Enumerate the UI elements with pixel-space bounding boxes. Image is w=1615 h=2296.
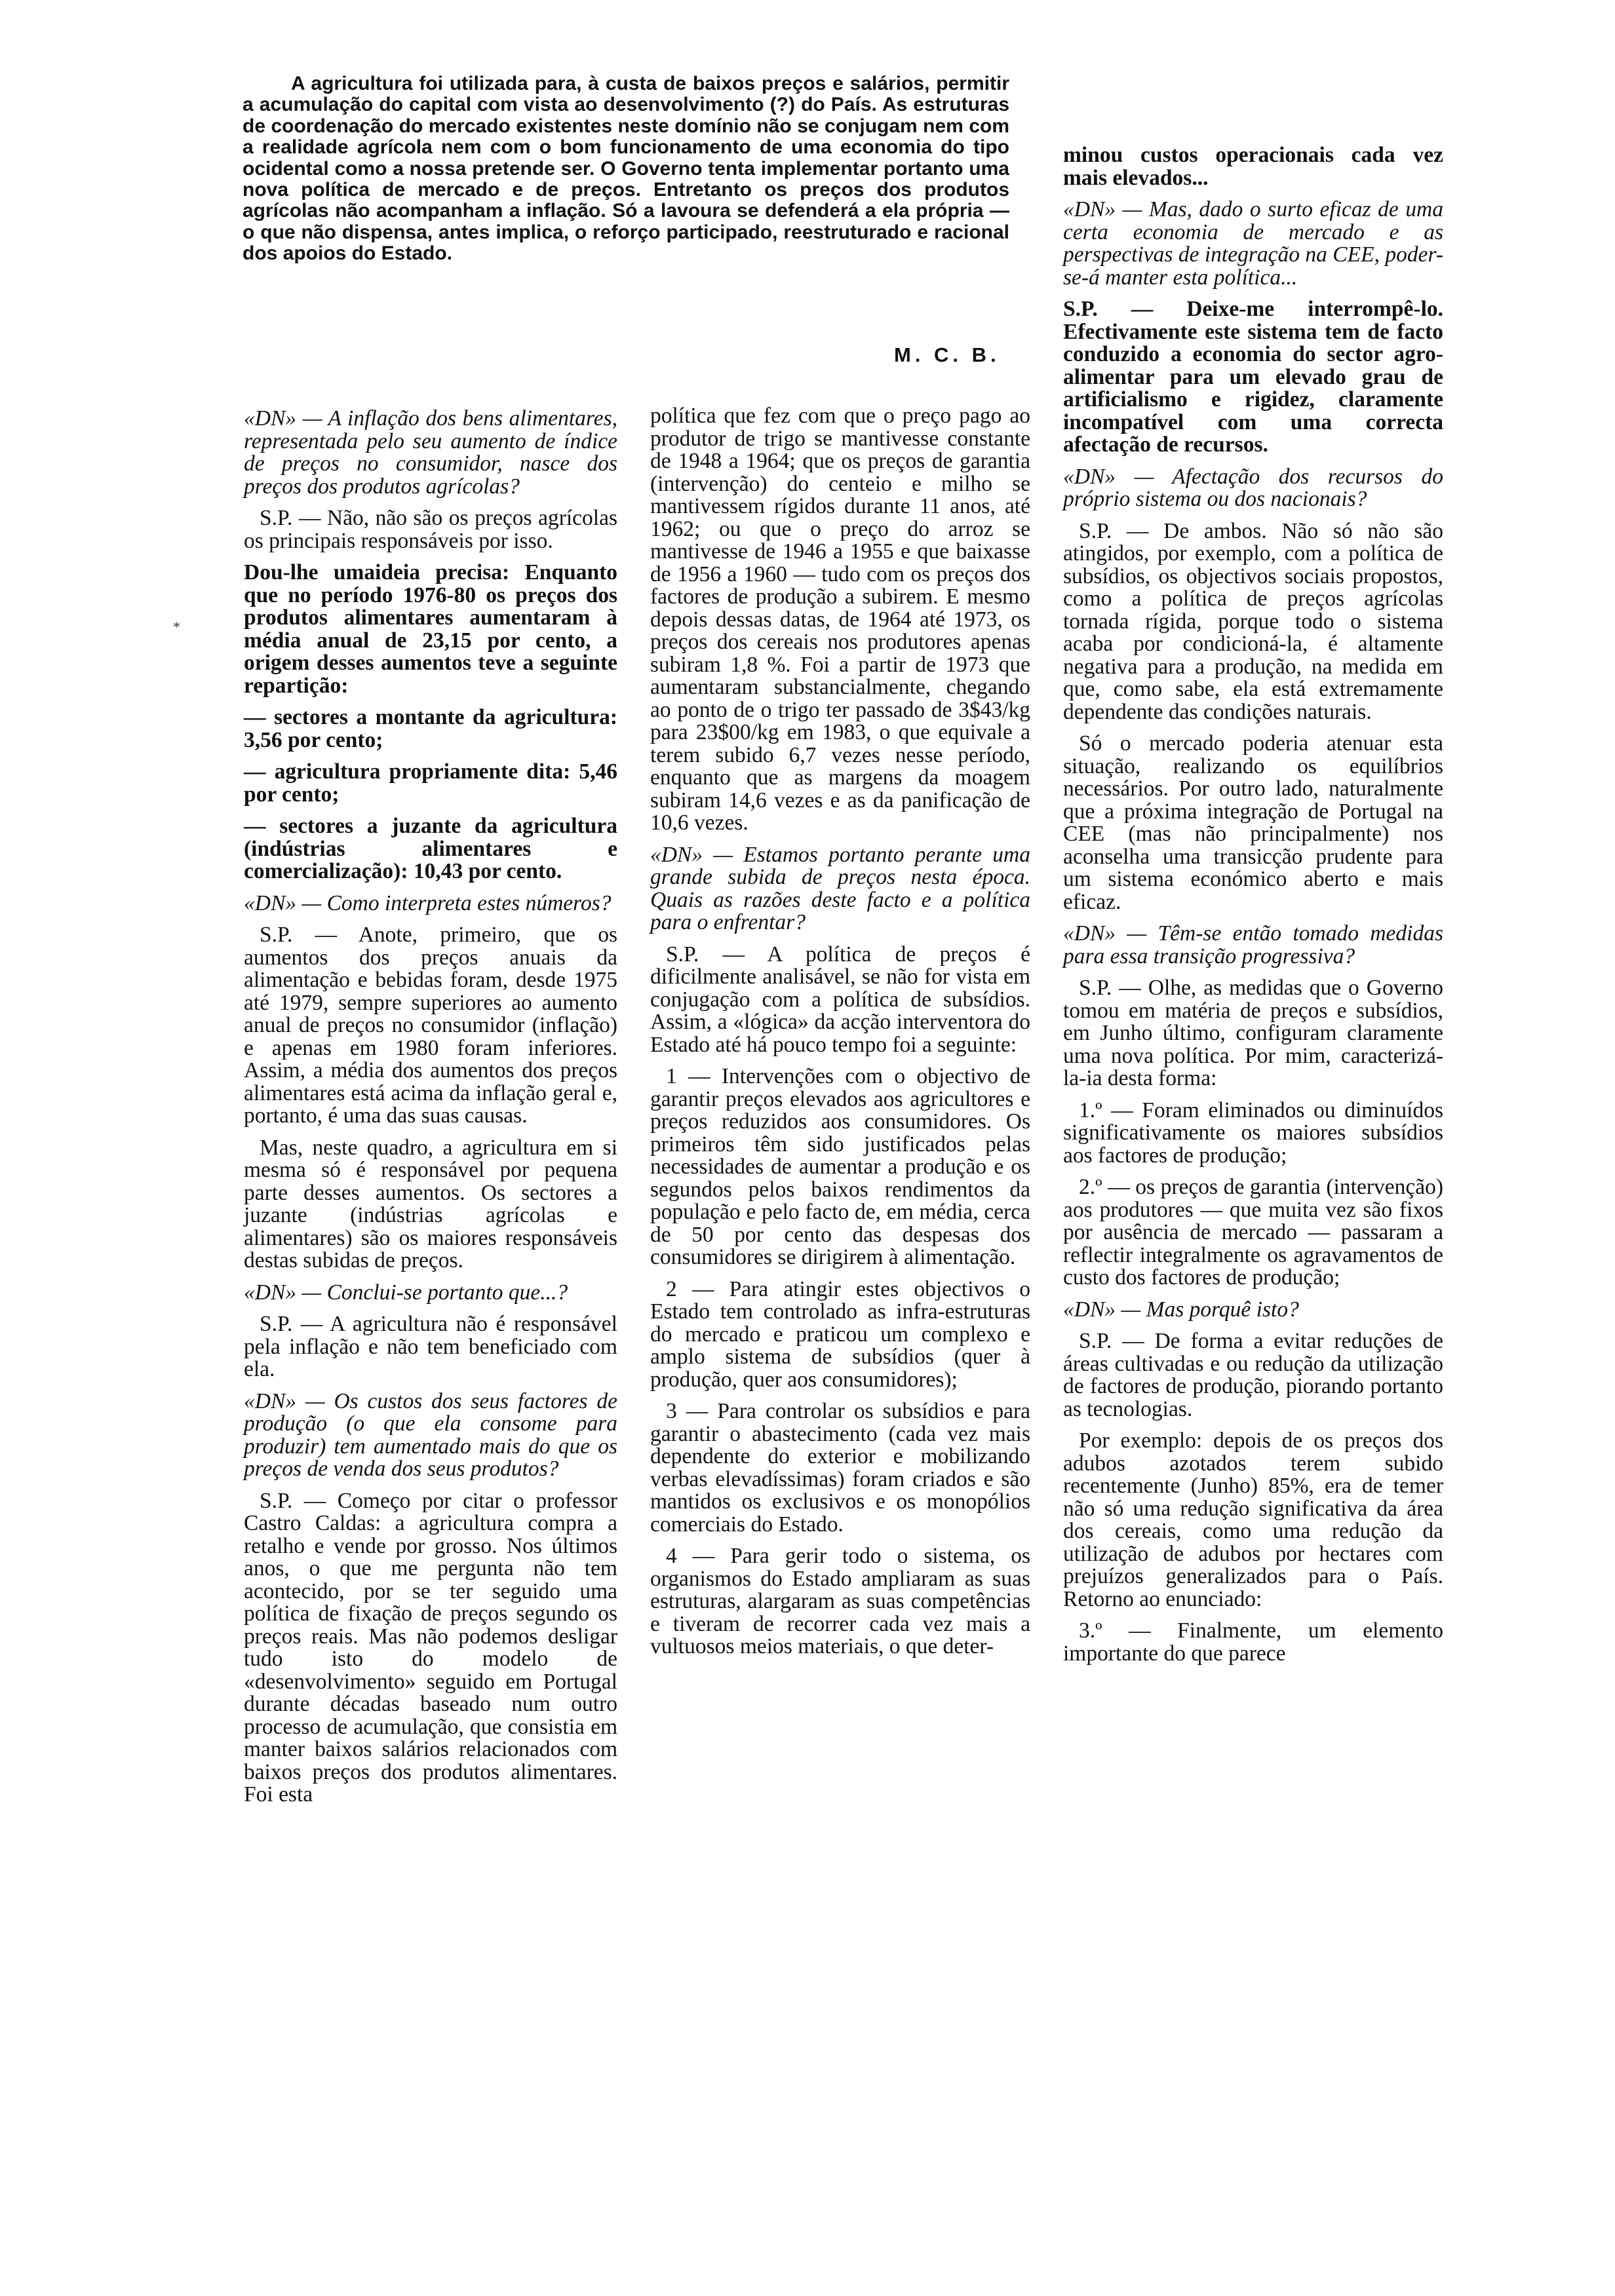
column-3: [1063, 144, 1443, 1674]
article-paragraph: S.P. — A agricultura não é responsável pela inflação e não tem beneficiado com ela.: [244, 1312, 617, 1381]
article-paragraph: S.P. — Anote, primeiro, que os aumentos dos preços anuais da alimentação e bebidas foram, desde 1975 até 1979, sempre superiores ao aumento anual de preços no consumidor (inflação) e apenas em 1980 foram inferiores. Assim, a média dos aumentos dos preços alimentares está acima da inflação geral e, portanto, é uma das suas causas.: [244, 923, 617, 1128]
article-paragraph: — sectores a juzante da agricultura (indústrias alimentares e comercialização): 10,43 por cento.: [244, 814, 617, 883]
margin-mark: *: [173, 619, 180, 635]
article-paragraph: S.P. — Deixe-me interrompê-lo. Efectivamente este sistema tem de facto conduzido a economia do sector agro-alimentar para um elevado grau de artificialismo e rigidez, claramente incompatível com uma correcta afectação de recursos.: [1063, 297, 1443, 457]
author-signature: M. C. B.: [894, 343, 1000, 366]
article-paragraph: política que fez com que o preço pago ao produtor de trigo se mantivesse constante de 1948 a 1964; que os preços de garantia (intervenção) do centeio e milho se mantivessem rígidos durante 11 anos, até 1962; ou que o preço do arroz se mantivesse de 1946 a 1955 e que baixasse de 1956 a 1960 — tudo com os preços dos factores de produção a subirem. E mesmo depois dessas datas, de 1964 até 1973, os preços dos cereais nos produtores apenas subiram 1,8 %. Foi a partir de 1973 que aumentaram substancialmente, chegando ao ponto de o trigo ter passado de 3$43/kg para 23$00/kg em 1983, o que equivale a terem subido 6,7 vezes nesse período, enquanto que as margens da moagem subiram 14,6 vezes e as da panificação de 10,6 vezes.: [650, 404, 1030, 835]
intro-paragraph: A agricultura foi utilizada para, à custa de baixos preços e salários, permitir a acumulação do capital com vista ao desenvolvimento (?) do País. As estruturas de coordenação do mercado existentes neste domínio não se conjugam nem com a realidade agrícola nem com o bom funcionamento de uma economia do tipo ocidental como a nossa pretende ser. O Governo tenta implementar portanto uma nova política de mercado e de preços. Entretanto os preços dos produtos agrícolas não acompanham a inflação. Só a lavoura se defenderá a ela própria — o que não dispensa, antes implica, o reforço participado, reestruturado e racional dos apoios do Estado.: [243, 73, 1009, 265]
interviewer-question: «DN» — A inflação dos bens alimentares, representada pelo seu aumento de índice de preços no consumidor, nasce dos preços dos produtos agrícolas?: [244, 406, 617, 499]
article-paragraph: 3.º — Finalmente, um elemento importante do que parece: [1063, 1618, 1443, 1666]
article-paragraph: S.P. — Olhe, as medidas que o Governo tomou em matéria de preços e subsídios, em Junho último, configuram claramente uma nova política. Por mim, caracterizá-la-ia desta forma:: [1063, 976, 1443, 1090]
intro-lead: [243, 73, 1009, 265]
column-2: [650, 405, 1030, 1668]
article-paragraph: 3 — Para controlar os subsídios e para garantir o abastecimento (cada vez mais dependente do exterior e mobilizando verbas elevadíssimas) foram criados e são mantidos os exclusivos e os monopólios comerciais do Estado.: [650, 1399, 1030, 1537]
interviewer-question: «DN» — Conclui-se portanto que...?: [244, 1280, 568, 1305]
interviewer-question: «DN» — Têm-se então tomado medidas para essa transição progressiva?: [1063, 921, 1443, 968]
article-paragraph: Mas, neste quadro, a agricultura em si mesma só é responsável por pequena parte desses aumentos. Os sectores a juzante (indústrias agrícolas e alimentares) são os maiores responsáveis destas subidas de preços.: [244, 1135, 617, 1272]
interviewer-question: «DN» — Estamos portanto perante uma grande subida de preços nesta época. Quais as razões deste facto e a política para o enfrentar?: [650, 842, 1030, 934]
interviewer-question: «DN» — Como interpreta estes números?: [244, 890, 612, 915]
article-paragraph: 1 — Intervenções com o objectivo de garantir preços elevados aos agricultores e preços reduzidos aos consumidores. Os primeiros têm sido justificados pelas necessidades de aumentar a produção e os segundos pelos baixos rendimentos da população e pelo facto de, em média, cerca de 50 por cento das despesas dos consumidores se dirigirem à alimentação.: [650, 1064, 1030, 1269]
article-paragraph: 2.º — os preços de garantia (intervenção) aos produtores — que muita vez são fixos por ausência de mercado — passaram a reflectir integralmente os agravamentos de custo dos factores de produção;: [1063, 1175, 1443, 1290]
article-paragraph: S.P. — A política de preços é dificilmente analisável, se não for vista em conjugação com a política de subsídios. Assim, a «lógica» da acção interventora do Estado até há pouco tempo foi a seguinte:: [650, 942, 1030, 1057]
article-paragraph: S.P. — De ambos. Não só não são atingidos, por exemplo, com a política de subsídios, os objectivos sociais propostos, como a política de preços agrícolas tornada rígida, porque todo o sistema acaba por condicioná-la, é altamente negativa para a produção, na medida em que, como sabe, ela está extremamente dependente das condições naturais.: [1063, 518, 1443, 724]
interviewer-question: «DN» — Afectação dos recursos do próprio sistema ou dos nacionais?: [1063, 464, 1443, 511]
article-paragraph: — sectores a montante da agricultura: 3,56 por cento;: [244, 705, 617, 752]
article-paragraph: minou custos operacionais cada vez mais elevados...: [1063, 143, 1443, 190]
column-1: [244, 408, 617, 1816]
article-paragraph: 4 — Para gerir todo o sistema, os organismos do Estado ampliaram as suas estruturas, alargaram as suas competências e tiveram de recorrer cada vez mais a vultuosos meios materiais, o que deter-: [650, 1544, 1030, 1658]
article-paragraph: Dou-lhe umaideia precisa: Enquanto que no período 1976-80 os preços dos produtos alimentares aumentaram à média anual de 23,15 por cento, a origem desses aumentos teve a seguinte repartição:: [244, 560, 617, 698]
article-paragraph: Por exemplo: depois de os preços dos adubos azotados terem subido recentemente (Junho) 85%, era de temer não só uma redução significativa da área dos cereais, como uma redução da utilização de adubos por hectares com prejuízos generalizados para o País. Retorno ao enunciado:: [1063, 1428, 1443, 1611]
article-paragraph: S.P. — Não, não são os preços agrícolas os principais responsáveis por isso.: [244, 506, 617, 553]
article-paragraph: S.P. — Começo por citar o professor Castro Caldas: a agricultura compra a retalho e vende por grosso. Nos últimos anos, o que me pergunta não tem acontecido, por se ter seguido uma política de fixação de preços segundo os preços reais. Mas não podemos desligar tudo isto do modelo de «desenvolvimento» seguido em Portugal durante décadas baseado num outro processo de acumulação, que consistia em manter baixos salários relacionados com baixos preços dos produtos alimentares. Foi esta: [244, 1488, 617, 1807]
article-paragraph: Só o mercado poderia atenuar esta situação, realizando os equilíbrios necessários. Por outro lado, naturalmente que a próxima integração de Portugal na CEE (mas não principalmente) nos aconselha uma transicção prudente para um sistema económico aberto e mais eficaz.: [1063, 731, 1443, 914]
article-paragraph: 1.º — Foram eliminados ou diminuídos significativamente os maiores subsídios aos factores de produção;: [1063, 1098, 1443, 1168]
article-paragraph: S.P. — De forma a evitar reduções de áreas cultivadas e ou redução da utilização de factores de produção, piorando portanto as tecnologias.: [1063, 1329, 1443, 1421]
interviewer-question: «DN» — Os custos dos seus factores de produção (o que ela consome para produzir) tem aumentado mais do que os preços de venda dos seus produtos?: [244, 1388, 617, 1481]
interviewer-question: «DN» — Mas, dado o surto eficaz de uma certa economia de mercado e as perspectivas de integração na CEE, poder-se-á manter esta política...: [1063, 197, 1443, 290]
article-paragraph: — agricultura propriamente dita: 5,46 por cento;: [244, 759, 617, 807]
article-paragraph: 2 — Para atingir estes objectivos o Estado tem controlado as infra-estruturas do mercado e praticou um complexo e amplo sistema de subsídios (quer à produção, quer aos consumidores);: [650, 1276, 1030, 1392]
interviewer-question: «DN» — Mas porquê isto?: [1063, 1297, 1299, 1322]
